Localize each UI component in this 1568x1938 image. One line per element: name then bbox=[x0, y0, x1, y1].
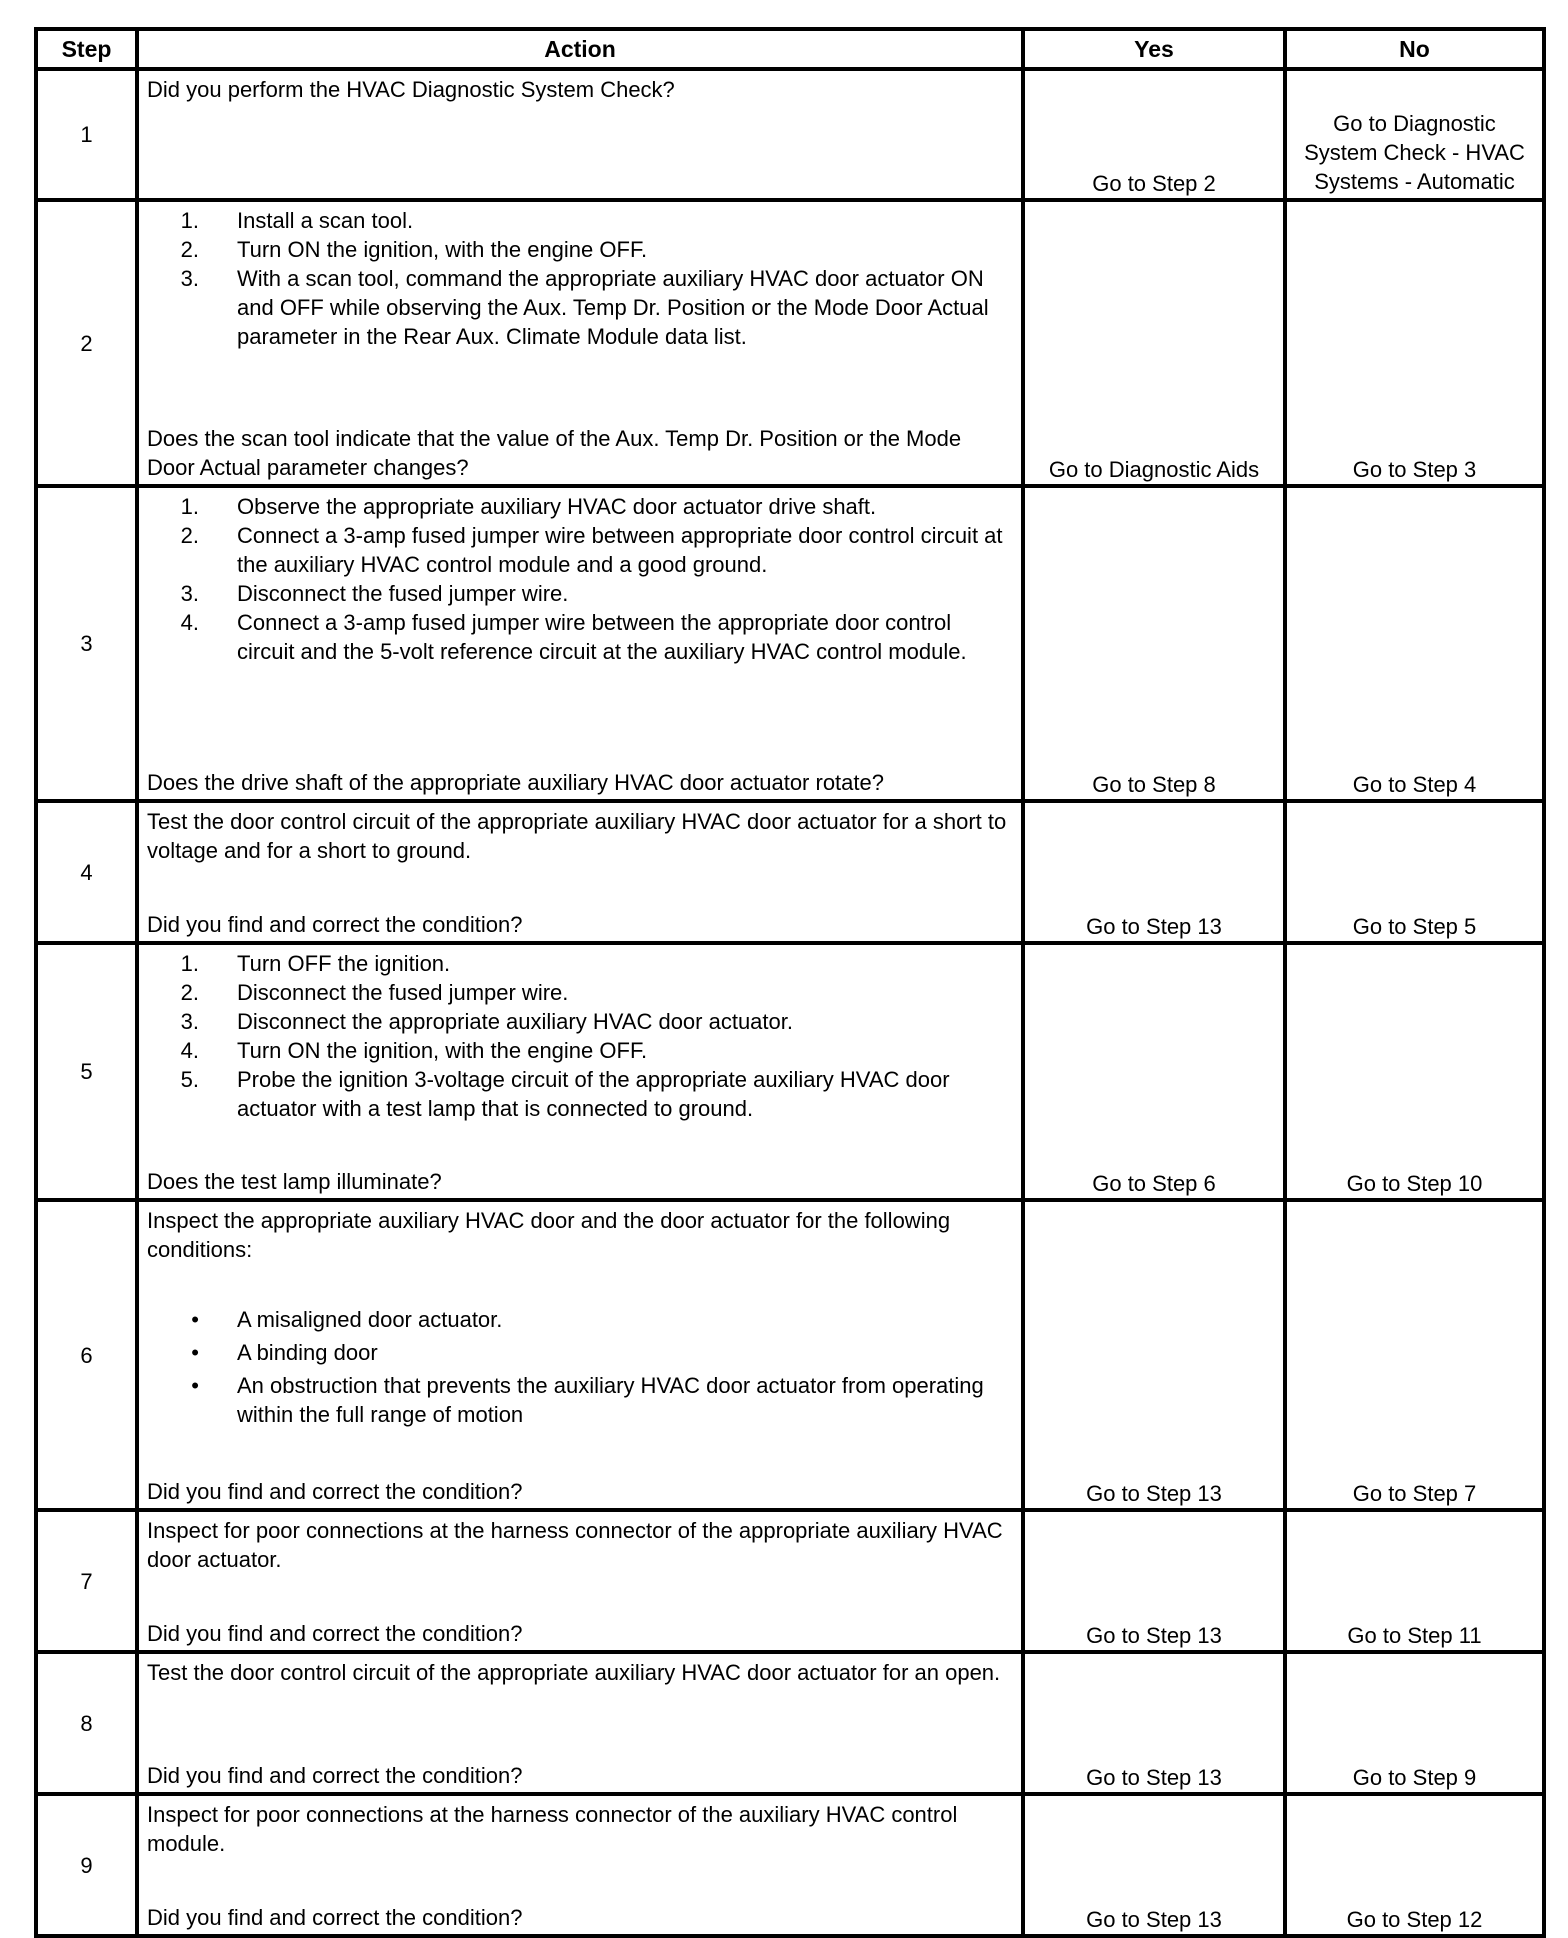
step-number: 1 bbox=[36, 69, 137, 200]
no-cell: Go to Step 11 bbox=[1285, 1510, 1544, 1652]
action-question: Did you find and correct the condition? bbox=[147, 1905, 523, 1930]
no-cell: Go to Step 3 bbox=[1285, 200, 1544, 486]
list-item: 1. Install a scan tool. bbox=[180, 208, 414, 233]
list-item: • A binding door bbox=[191, 1340, 378, 1365]
header-yes: Yes bbox=[1023, 29, 1285, 69]
action-question: Does the scan tool indicate that the value of the Aux. Temp Dr. Position or the Mode Door Actual parameter changes? bbox=[147, 426, 962, 480]
yes-cell: Go to Step 2 bbox=[1023, 69, 1285, 200]
action-steps bbox=[147, 492, 1013, 666]
no-cell: Go to Step 4 bbox=[1285, 486, 1544, 801]
list-item: 5. Probe the ignition 3-voltage circuit of the appropriate auxiliary HVAC door actuator with a test lamp that is connected to ground. bbox=[180, 1067, 950, 1121]
action-question: Did you find and correct the condition? bbox=[147, 1479, 523, 1504]
list-item: 2. Disconnect the fused jumper wire. bbox=[180, 980, 569, 1005]
table-row bbox=[36, 1200, 1544, 1510]
diagnostic-table bbox=[34, 27, 1546, 1938]
table-row bbox=[36, 1510, 1544, 1652]
list-item: 2. Turn ON the ignition, with the engine OFF. bbox=[180, 237, 648, 262]
list-item: 3. Disconnect the fused jumper wire. bbox=[180, 581, 569, 606]
step-number: 3 bbox=[36, 486, 137, 801]
action-question: Does the test lamp illuminate? bbox=[147, 1169, 442, 1194]
action-cell bbox=[137, 1794, 1023, 1936]
no-cell: Go to Step 5 bbox=[1285, 801, 1544, 943]
header-row bbox=[36, 29, 1544, 69]
action-question: Did you find and correct the condition? bbox=[147, 1621, 523, 1646]
action-question: Does the drive shaft of the appropriate auxiliary HVAC door actuator rotate? bbox=[147, 770, 884, 795]
list-item: • An obstruction that prevents the auxiliary HVAC door actuator from operating within the full range of motion bbox=[191, 1373, 984, 1427]
table-row bbox=[36, 801, 1544, 943]
header-action: Action bbox=[137, 29, 1023, 69]
table-row bbox=[36, 943, 1544, 1200]
action-cell bbox=[137, 69, 1023, 200]
action-cell bbox=[137, 1652, 1023, 1794]
no-cell: Go to Step 10 bbox=[1285, 943, 1544, 1200]
list-item: 2. Connect a 3-amp fused jumper wire between appropriate door control circuit at the auxiliary HVAC control module and a good ground. bbox=[180, 523, 1003, 577]
action-cell bbox=[137, 943, 1023, 1200]
step-number: 7 bbox=[36, 1510, 137, 1652]
no-cell: Go to Step 9 bbox=[1285, 1652, 1544, 1794]
step-number: 2 bbox=[36, 200, 137, 486]
step-number: 5 bbox=[36, 943, 137, 1200]
list-item: 3. With a scan tool, command the appropriate auxiliary HVAC door actuator ON and OFF while observing the Aux. Temp Dr. Position or the Mode Door Actual parameter in the Rear Aux. Climate Module data list. bbox=[180, 266, 989, 349]
yes-cell: Go to Step 13 bbox=[1023, 1200, 1285, 1510]
header-no: No bbox=[1285, 29, 1544, 69]
action-question: Did you find and correct the condition? bbox=[147, 912, 523, 937]
list-item: 4. Connect a 3-amp fused jumper wire between the appropriate door control circuit and the 5-volt reference circuit at the auxiliary HVAC control module. bbox=[180, 610, 967, 664]
step-number: 9 bbox=[36, 1794, 137, 1936]
yes-cell: Go to Step 13 bbox=[1023, 1652, 1285, 1794]
step-number: 8 bbox=[36, 1652, 137, 1794]
condition-bullets bbox=[147, 1305, 1013, 1429]
action-intro: Inspect for poor connections at the harness connector of the appropriate auxiliary HVAC door actuator. bbox=[147, 1518, 1003, 1572]
action-cell bbox=[137, 801, 1023, 943]
action-cell bbox=[137, 200, 1023, 486]
action-question: Did you find and correct the condition? bbox=[147, 1763, 523, 1788]
action-intro: Test the door control circuit of the appropriate auxiliary HVAC door actuator for an open. bbox=[147, 1660, 1001, 1685]
list-item: 3. Disconnect the appropriate auxiliary HVAC door actuator. bbox=[180, 1009, 793, 1034]
action-intro: Inspect for poor connections at the harness connector of the auxiliary HVAC control module. bbox=[147, 1802, 958, 1856]
header-step: Step bbox=[36, 29, 137, 69]
no-cell: Go to Diagnostic System Check - HVAC Systems - Automatic bbox=[1285, 69, 1544, 200]
action-steps bbox=[147, 949, 1013, 1123]
table-row bbox=[36, 486, 1544, 801]
step-number: 4 bbox=[36, 801, 137, 943]
list-item: 1. Observe the appropriate auxiliary HVAC door actuator drive shaft. bbox=[180, 494, 877, 519]
action-steps bbox=[147, 206, 1013, 351]
list-item: 1. Turn OFF the ignition. bbox=[180, 951, 451, 976]
no-cell: Go to Step 12 bbox=[1285, 1794, 1544, 1936]
yes-cell: Go to Step 13 bbox=[1023, 801, 1285, 943]
action-intro: Did you perform the HVAC Diagnostic System Check? bbox=[147, 77, 675, 102]
list-item: 4. Turn ON the ignition, with the engine OFF. bbox=[180, 1038, 648, 1063]
yes-cell: Go to Step 6 bbox=[1023, 943, 1285, 1200]
table-row bbox=[36, 1794, 1544, 1936]
table-row bbox=[36, 1652, 1544, 1794]
action-cell bbox=[137, 1510, 1023, 1652]
action-intro: Inspect the appropriate auxiliary HVAC door and the door actuator for the following conditions: bbox=[147, 1208, 951, 1262]
table-row bbox=[36, 200, 1544, 486]
list-item: • A misaligned door actuator. bbox=[191, 1307, 503, 1332]
table-row bbox=[36, 69, 1544, 200]
action-intro: Test the door control circuit of the appropriate auxiliary HVAC door actuator for a short to voltage and for a short to ground. bbox=[147, 809, 1007, 863]
yes-cell: Go to Diagnostic Aids bbox=[1023, 200, 1285, 486]
action-cell bbox=[137, 1200, 1023, 1510]
action-cell bbox=[137, 486, 1023, 801]
yes-cell: Go to Step 8 bbox=[1023, 486, 1285, 801]
step-number: 6 bbox=[36, 1200, 137, 1510]
no-cell: Go to Step 7 bbox=[1285, 1200, 1544, 1510]
yes-cell: Go to Step 13 bbox=[1023, 1510, 1285, 1652]
yes-cell: Go to Step 13 bbox=[1023, 1794, 1285, 1936]
